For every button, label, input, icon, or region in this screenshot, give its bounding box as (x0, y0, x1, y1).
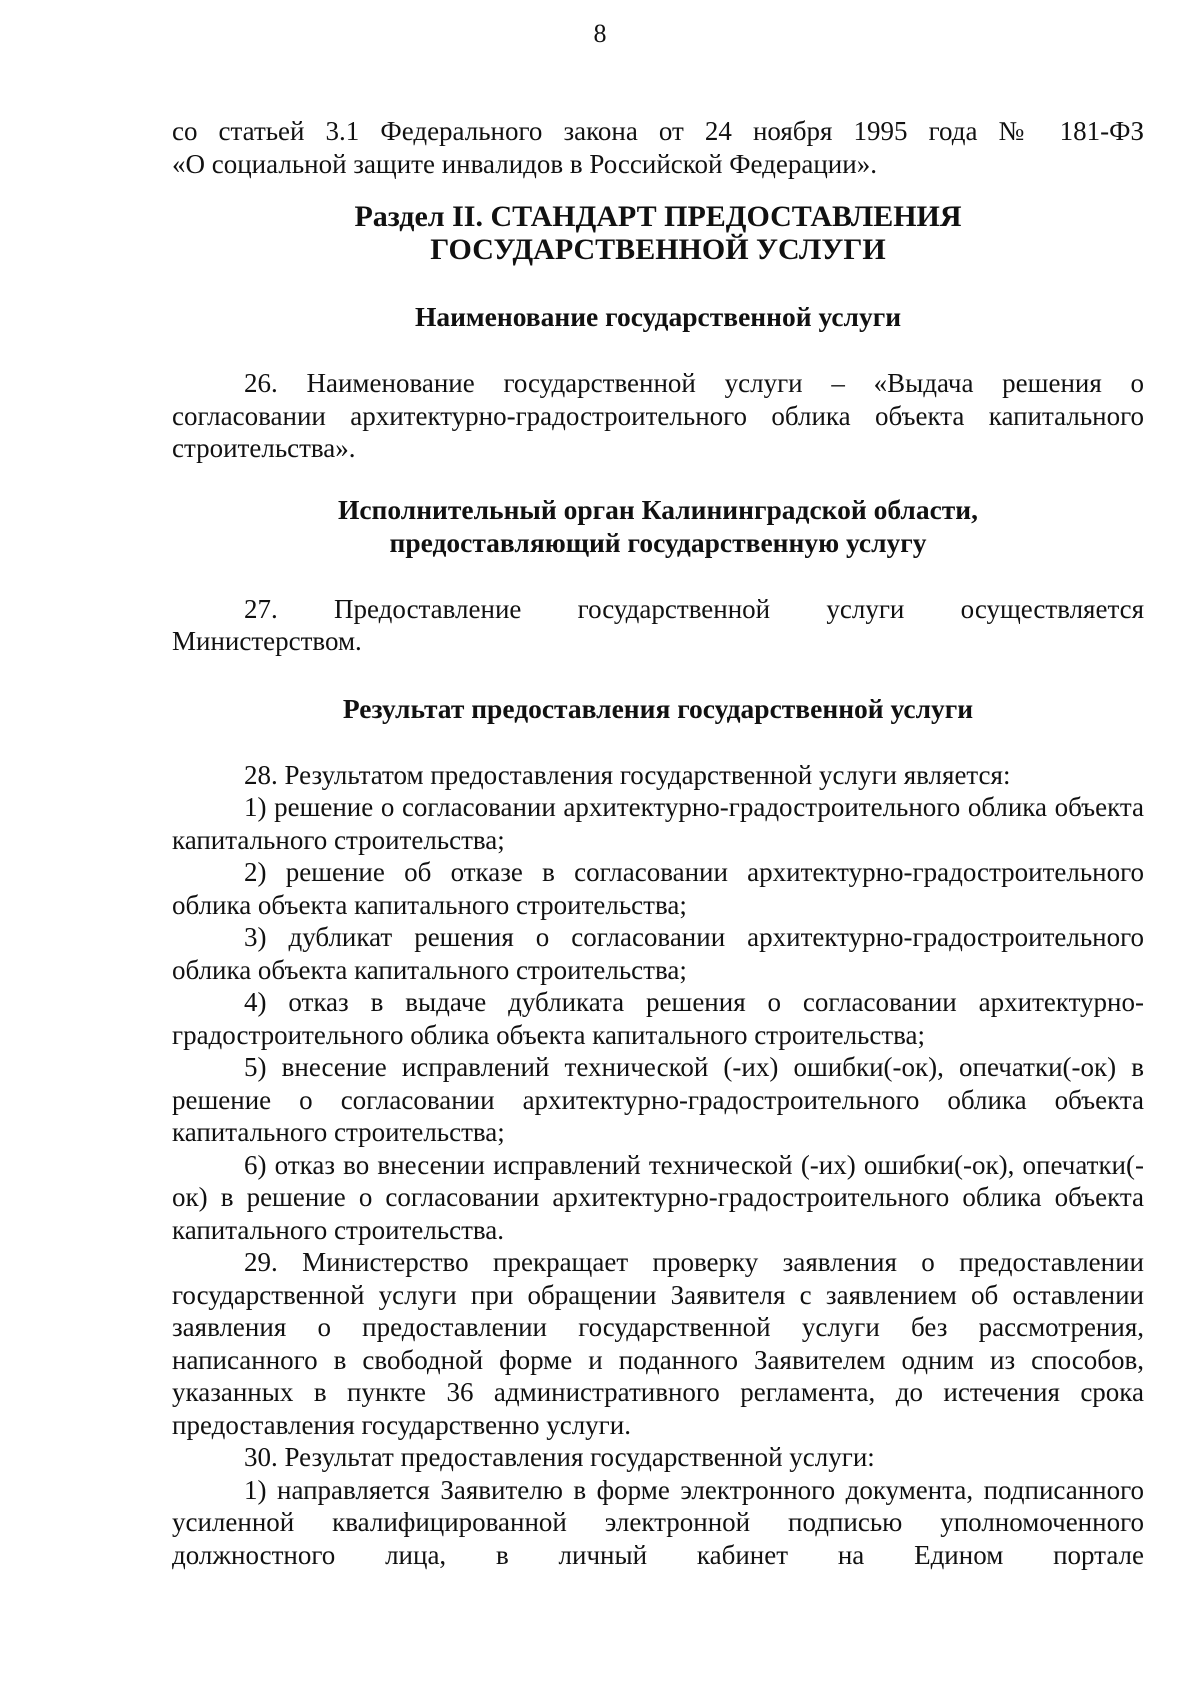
paragraph-28-item-5: 5) внесение исправлений технической (-их) ошибки(-ок), опечатки(-ок) в решение о согласовании архитектурно-градостроительного облика объекта капитального строительства; (172, 1052, 1144, 1147)
paragraph-26: 26. Наименование государственной услуги – «Выдача решения о согласовании архитектурно-градостроительного облика объекта капитального строительства». (172, 368, 1144, 463)
paragraph-30-intro: 30. Результат предоставления государственной услуги: (244, 1442, 875, 1472)
heading-executive-body-line-1: Исполнительный орган Калининградской области, (337, 493, 979, 525)
paragraph-30-item-1: 1) направляется Заявителю в форме электронного документа, подписанного усиленной квалифицированной электронной подписью уполномоченного должностного лица, в личный кабинет на Едином портале (172, 1474, 1144, 1570)
paragraph-27-line-2: Министерством. (172, 626, 362, 656)
paragraph-29: 29. Министерство прекращает проверку заявления о предоставлении государственной услуги при обращении Заявителя с заявлением об оставлении заявления о предоставлении государственной услуги без рассмотрения, написанного в свободной форме и поданного Заявителем одним из способов, указанных в пункте 36 административного регламента, до истечения срока предоставления государственно услуги. (172, 1247, 1144, 1440)
heading-executive-body-line-2: предоставляющий государственную услугу (389, 526, 927, 558)
paragraph-28-item-6: 6) отказ во внесении исправлений технической (-их) ошибки(-ок), опечатки(-ок) в решение о согласовании архитектурно-градостроительного облика объекта капитального строительства. (172, 1149, 1144, 1245)
page-number: 8 (593, 19, 607, 48)
paragraph-28-intro: 28. Результатом предоставления государственной услуги является: (244, 759, 1011, 790)
heading-service-result: Результат предоставления государственной услуги (342, 692, 974, 724)
paragraph-28-item-3: 3) дубликат решения о согласовании архитектурно-градостроительного облика объекта капитального строительства; (172, 922, 1144, 985)
paragraph-28-item-4: 4) отказ в выдаче дубликата решения о согласовании архитектурно-градостроительного облика объекта капитального строительства; (172, 987, 1144, 1050)
section-title-line-2: ГОСУДАРСТВЕННОЙ УСЛУГИ (430, 233, 886, 266)
paragraph-28-item-1: 1) решение о согласовании архитектурно-градостроительного облика объекта капитального строительства; (172, 792, 1144, 855)
heading-service-name: Наименование государственной услуги (414, 301, 902, 332)
section-title-line-1: Раздел II. СТАНДАРТ ПРЕДОСТАВЛЕНИЯ (354, 200, 962, 233)
document-body (172, 115, 1144, 1571)
intro-line-1: со статьей 3.1 Федерального закона от 24 ноября 1995 года № 181-ФЗ (172, 116, 1144, 146)
intro-line-2: «О социальной защите инвалидов в Российской Федерации». (172, 148, 877, 179)
paragraph-28-item-2: 2) решение об отказе в согласовании архитектурно-градостроительного облика объекта капитального строительства; (172, 857, 1144, 920)
section-title (172, 200, 1144, 266)
paragraph-27-line-1: 27. Предоставление государственной услуги осуществляется (244, 593, 1144, 624)
heading-executive-body (172, 493, 1144, 559)
